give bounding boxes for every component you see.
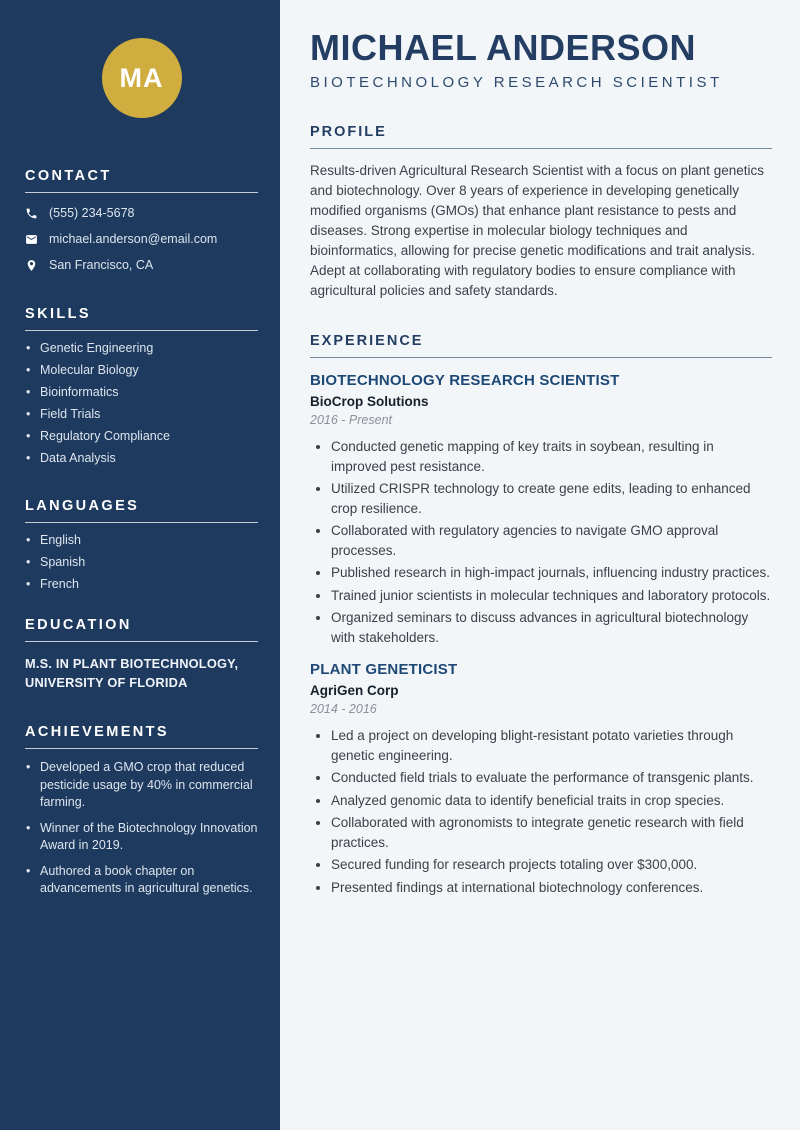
experience-entry-2	[310, 661, 772, 897]
education-section-heading: EDUCATION	[25, 617, 258, 642]
job-bullet-item: • Led a project on developing blight-resistant potato varieties through genetic engineering.	[331, 726, 772, 765]
job-bullet-item: • Collaborated with agronomists to integrate genetic research with field practices.	[331, 813, 772, 852]
avatar	[102, 38, 182, 118]
skill-item: • Bioinformatics	[25, 385, 258, 399]
skills-list	[25, 341, 258, 465]
contact-row-phone	[25, 206, 258, 220]
contact-email-text: michael.anderson@email.com	[49, 232, 218, 246]
contact-list	[25, 206, 258, 272]
email-icon	[25, 233, 38, 246]
job-bullet-list	[310, 437, 772, 647]
job-dates: 2016 - Present	[310, 413, 392, 427]
job-bullet-item: • Conducted genetic mapping of key traits in soybean, resulting in improved pest resistance.	[331, 437, 772, 476]
job-bullet-item: • Conducted field trials to evaluate the performance of transgenic plants.	[331, 768, 772, 788]
achievement-item: • Developed a GMO crop that reduced pesticide usage by 40% in commercial farming.	[25, 759, 258, 812]
achievement-item: • Authored a book chapter on advancements in agricultural genetics.	[25, 863, 258, 898]
contact-phone-text: (555) 234-5678	[49, 206, 135, 220]
job-bullet-item: • Utilized CRISPR technology to create gene edits, leading to enhanced crop resilience.	[331, 479, 772, 518]
job-company: AgriGen Corp	[310, 683, 399, 698]
location-icon	[25, 259, 38, 272]
skills-section-heading: SKILLS	[25, 306, 258, 331]
job-dates: 2014 - 2016	[310, 702, 377, 716]
job-bullet-item: • Trained junior scientists in molecular techniques and laboratory protocols.	[331, 586, 772, 606]
language-item: • French	[25, 577, 258, 591]
job-company: BioCrop Solutions	[310, 394, 429, 409]
job-bullet-item: • Published research in high-impact journals, influencing industry practices.	[331, 563, 772, 583]
skill-item: • Field Trials	[25, 407, 258, 421]
job-title: BIOTECHNOLOGY RESEARCH SCIENTIST	[310, 372, 620, 389]
language-item: • Spanish	[25, 555, 258, 569]
main-content	[280, 0, 800, 1130]
contact-section-heading: CONTACT	[25, 168, 258, 193]
job-bullet-item: • Organized seminars to discuss advances in agricultural biotechnology with stakeholders.	[331, 608, 772, 647]
languages-section-heading: LANGUAGES	[25, 498, 258, 523]
skill-item: • Genetic Engineering	[25, 341, 258, 355]
sidebar	[0, 0, 280, 1130]
candidate-headline: BIOTECHNOLOGY RESEARCH SCIENTIST	[310, 74, 723, 91]
skill-item: • Regulatory Compliance	[25, 429, 258, 443]
job-bullet-item: • Presented findings at international biotechnology conferences.	[331, 878, 772, 898]
skill-item: • Molecular Biology	[25, 363, 258, 377]
achievement-item: • Winner of the Biotechnology Innovation Award in 2019.	[25, 820, 258, 855]
contact-location-text: San Francisco, CA	[49, 258, 154, 272]
skill-item: • Data Analysis	[25, 451, 258, 465]
language-item: • English	[25, 533, 258, 547]
job-bullet-item: • Secured funding for research projects totaling over $300,000.	[331, 855, 772, 875]
job-bullet-item: • Analyzed genomic data to identify beneficial traits in crop species.	[331, 791, 772, 811]
job-bullet-item: • Collaborated with regulatory agencies to navigate GMO approval processes.	[331, 521, 772, 560]
candidate-name: MICHAEL ANDERSON	[310, 27, 697, 68]
contact-row-email	[25, 232, 258, 246]
profile-section-heading: PROFILE	[310, 124, 772, 149]
job-bullet-list	[310, 726, 772, 897]
languages-list	[25, 533, 258, 591]
education-degree-text: M.S. IN PLANT BIOTECHNOLOGY, UNIVERSITY OF FLORIDA	[25, 656, 239, 690]
job-title: PLANT GENETICIST	[310, 661, 458, 678]
achievements-section-heading: ACHIEVEMENTS	[25, 724, 258, 749]
contact-row-location	[25, 258, 258, 272]
achievements-list	[25, 759, 258, 898]
experience-entry-1	[310, 372, 772, 647]
profile-summary-text: Results-driven Agricultural Research Scientist with a focus on plant genetics and biotechnology. Over 8 years of experience in developing genetically modified organisms (GMOs) that enhance plant resistance to pests and diseases. Strong expertise in molecular biology techniques and bioinformatics, allowing for precise genetic modifications and trait analysis. Adept at collaborating with regulatory bodies to ensure compliance with agricultural policies and safety standards.	[310, 163, 764, 298]
avatar-initials: MA	[119, 62, 164, 93]
phone-icon	[25, 207, 38, 220]
experience-section-heading: EXPERIENCE	[310, 333, 772, 358]
